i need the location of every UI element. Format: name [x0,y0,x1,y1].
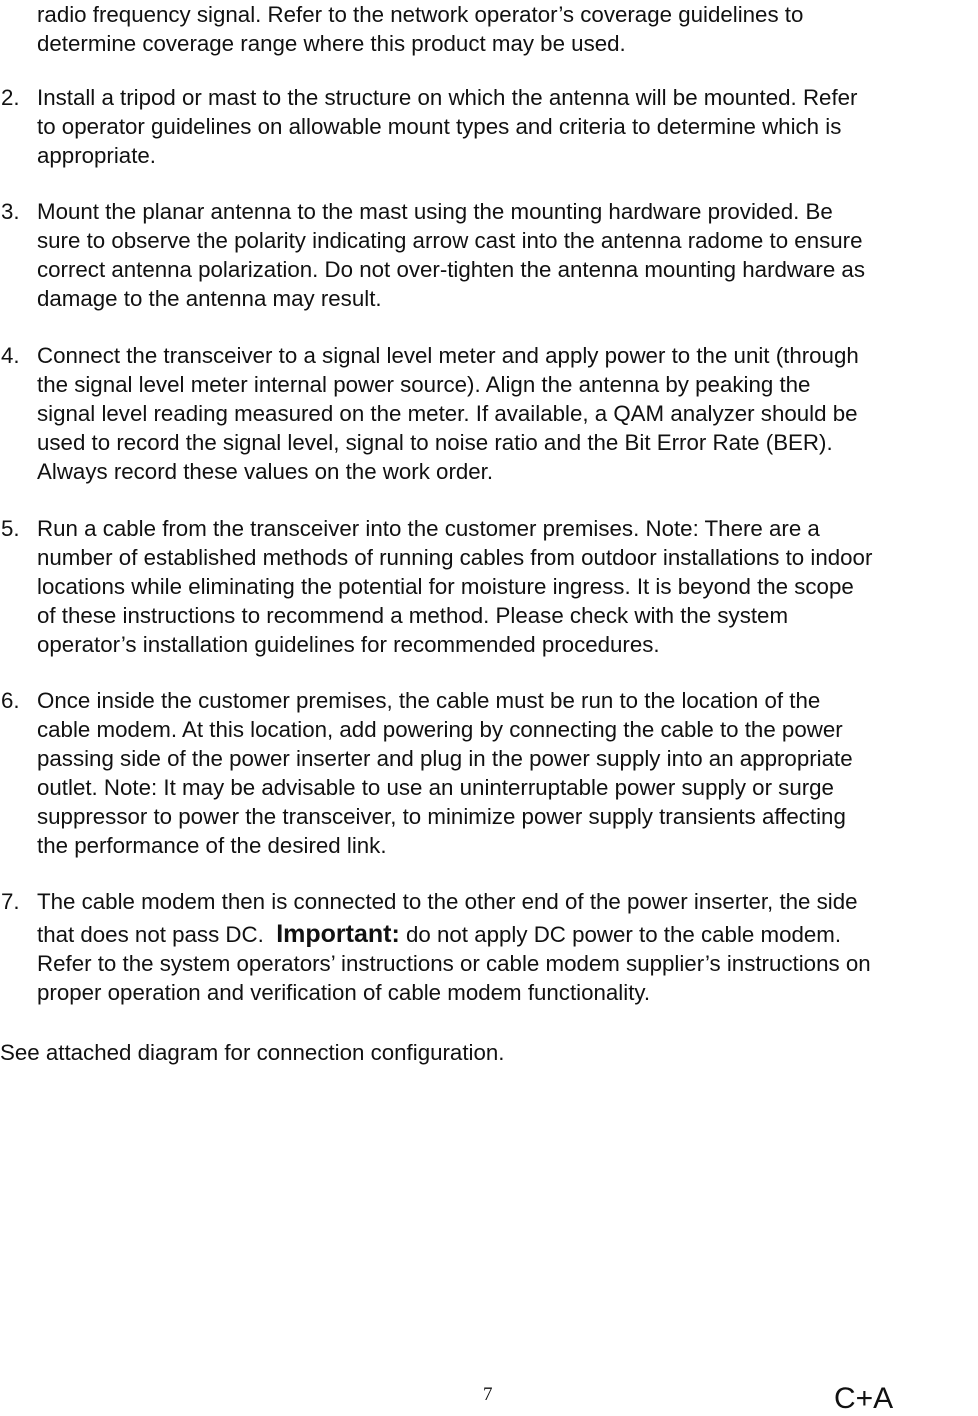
continuation-paragraph [37,0,803,58]
step-number: 7. [1,889,20,914]
text-line: correct antenna polarization. Do not over-tighten the antenna mounting hardware as [37,257,865,282]
text-line: determine coverage range where this product may be used. [37,31,626,56]
page-number: 7 [483,1384,493,1405]
step-2 [0,83,857,170]
text-line: cable modem. At this location, add powering by connecting the cable to the power [37,717,843,742]
text-fragment: that does not pass DC. [37,922,277,947]
text-line: Mount the planar antenna to the mast using the mounting hardware provided. Be [37,199,833,224]
text-line [37,920,871,949]
text-line: Run a cable from the transceiver into the customer premises. Note: There are a [37,516,820,541]
text-line: damage to the antenna may result. [37,286,382,311]
text-line: appropriate. [37,143,156,168]
text-line: locations while eliminating the potential for moisture ingress. It is beyond the scope [37,574,854,599]
text-line: Connect the transceiver to a signal level meter and apply power to the unit (through [37,343,859,368]
step-5 [0,514,872,659]
text-line: used to record the signal level, signal to noise ratio and the Bit Error Rate (BER). [37,430,833,455]
footer-mark: C+A [834,1382,894,1415]
step-number: 3. [1,199,20,224]
step-3 [0,197,865,313]
text-line: Always record these values on the work order. [37,459,494,484]
step-number: 6. [1,688,20,713]
text-line: outlet. Note: It may be advisable to use an uninterruptable power supply or surge [37,775,834,800]
text-line: signal level reading measured on the meter. If available, a QAM analyzer should be [37,401,858,426]
important-label: Important: [276,920,400,948]
text-line: suppressor to power the transceiver, to minimize power supply transients affecting [37,804,846,829]
text-line: radio frequency signal. Refer to the network operator’s coverage guidelines to [37,2,804,27]
text-line: passing side of the power inserter and plug in the power supply into an appropriate [37,746,853,771]
step-6 [0,686,853,860]
text-line: to operator guidelines on allowable mount types and criteria to determine which is [37,114,842,139]
step-number: 5. [1,516,20,541]
text-line: The cable modem then is connected to the other end of the power inserter, the side [37,889,858,914]
step-7 [0,887,871,1007]
text-line: operator’s installation guidelines for recommended procedures. [37,632,660,657]
text-fragment: do not apply DC power to the cable modem. [399,922,842,947]
text-line: proper operation and verification of cable modem functionality. [37,980,651,1005]
text-line: Install a tripod or mast to the structure on which the antenna will be mounted. Refer [37,85,858,110]
text-line: of these instructions to recommend a method. Please check with the system [37,603,789,628]
closing-note: See attached diagram for connection configuration. [0,1040,505,1065]
text-line: the signal level meter internal power source). Align the antenna by peaking the [37,372,811,397]
text-line: Once inside the customer premises, the cable must be run to the location of the [37,688,821,713]
text-line: sure to observe the polarity indicating arrow cast into the antenna radome to ensure [37,228,863,253]
text-line: number of established methods of running cables from outdoor installations to indoor [37,545,873,570]
text-line: Refer to the system operators’ instructions or cable modem supplier’s instructions on [37,951,871,976]
text-line: the performance of the desired link. [37,833,387,858]
step-4 [0,341,859,486]
step-number: 4. [1,343,20,368]
step-number: 2. [1,85,20,110]
